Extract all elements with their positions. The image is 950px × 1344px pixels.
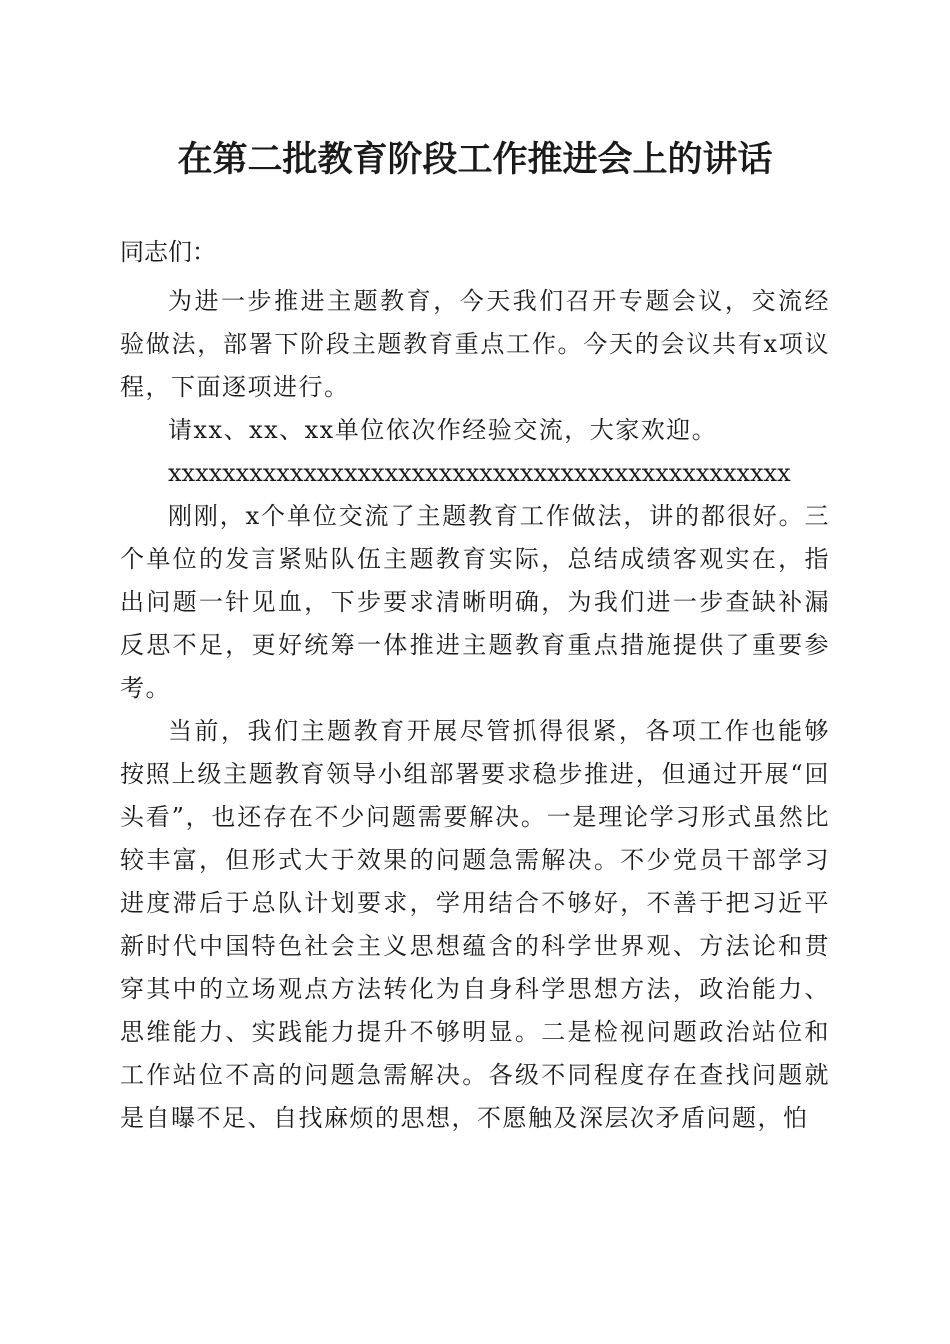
document-title: 在第二批教育阶段工作推进会上的讲话 [177, 139, 773, 180]
paragraph-problems: 当前，我们主题教育开展尽管抓得很紧，各项工作也能够按照上级主题教育领导小组部署要求稳步推进，但通过开展“回头看”，也还存在不少问题需要解决。一是理论学习形式虽然比较丰富，但形式大于效果的问题急需解决。不少党员干部学习进度滞后于总队计划要求，学用结合不够好，不善于把习近平新时代中国特色社会主义思想蕴含的科学世界观、方法论和贯穿其中的立场观点方法转化为自身科学思想方法，政治能力、思维能力、实践能力提升不够明显。二是检视问题政治站位和工作站位不高的问题急需解决。各级不同程度存在查找问题就是自曝不足、自找麻烦的思想，不愿触及深层次矛盾问题，怕 [120, 717, 830, 1132]
paragraph-exchange-invite: 请xx、xx、xx单位依次作经验交流，大家欢迎。 [168, 416, 718, 444]
salutation: 同志们： [120, 238, 216, 266]
paragraph-placeholder: xxxxxxxxxxxxxxxxxxxxxxxxxxxxxxxxxxxxxxxxxxxxxx [168, 459, 791, 487]
paragraph-opening: 为进一步推进主题教育，今天我们召开专题会议，交流经验做法，部署下阶段主题教育重点工作。今天的会议共有x项议程，下面逐项进行。 [120, 287, 830, 401]
document-body [120, 280, 830, 1140]
paragraph-review: 刚刚，x个单位交流了主题教育工作做法，讲的都很好。三个单位的发言紧贴队伍主题教育实际，总结成绩客观实在，指出问题一针见血，下步要求清晰明确，为我们进一步查缺补漏反思不足，更好统筹一体推进主题教育重点措施提供了重要参考。 [120, 502, 830, 702]
